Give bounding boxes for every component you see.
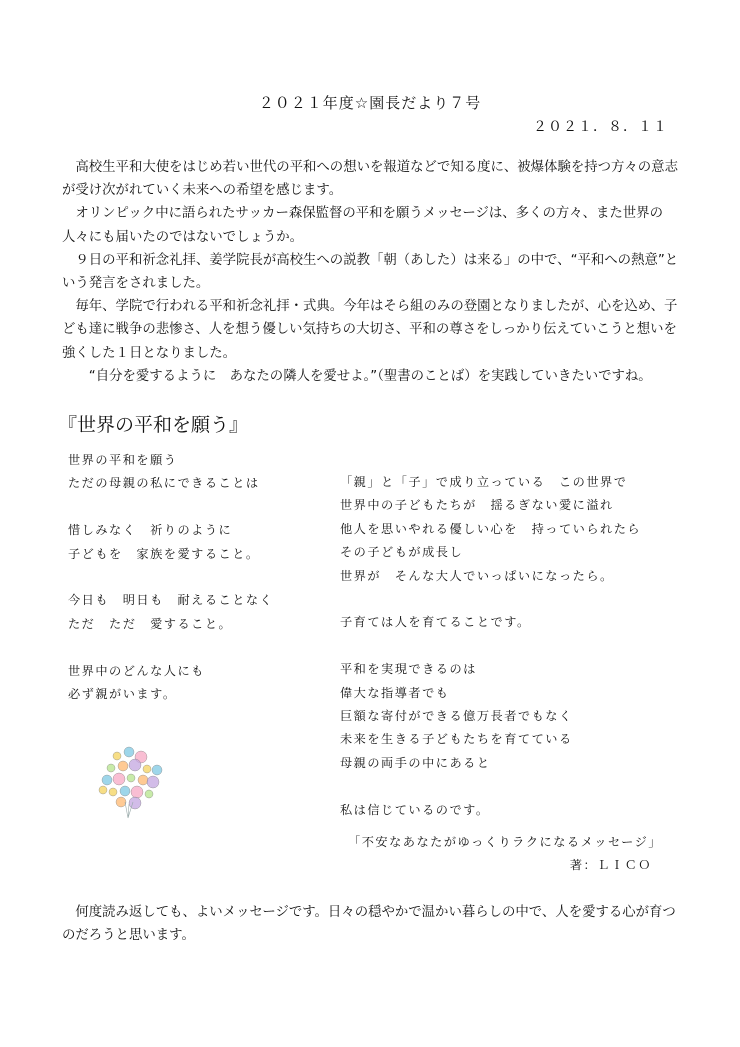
balloon-shape xyxy=(113,773,125,785)
intro-paragraph: オリンピック中に語られたサッカー森保監督の平和を願うメッセージは、多くの方々、また世界の人々にも届いたのではないでしょうか。 xyxy=(62,206,663,245)
poem-line: 世界が そんな大人でいっぱいになったら。 xyxy=(340,568,614,583)
poem-line: 巨額な寄付ができる億万長者でもなく xyxy=(340,709,573,724)
poem-gap xyxy=(68,566,328,589)
balloon-shape xyxy=(109,788,117,796)
poem-line: その子どもが成長し xyxy=(340,545,464,560)
balloon-shape xyxy=(131,786,143,798)
poem-right-column xyxy=(340,471,680,822)
poem-line: 未来を生きる子どもたちを育てている xyxy=(340,732,573,747)
balloon-shape xyxy=(138,775,148,785)
poem-title: 『世界の平和を願う』 xyxy=(58,414,249,436)
balloon-shape xyxy=(118,761,128,771)
poem-left-column xyxy=(68,449,328,706)
poem-line: ただ ただ 愛すること。 xyxy=(68,616,233,631)
poem-line: 必ず親がいます。 xyxy=(68,687,177,702)
balloon-shape xyxy=(127,774,135,782)
poem-gap xyxy=(340,588,680,611)
balloon-shape xyxy=(99,786,107,794)
poem-line: 偉大な指導者でも xyxy=(340,685,450,700)
balloon-shape xyxy=(113,752,121,760)
poem-source xyxy=(348,831,662,878)
balloon-shape xyxy=(116,797,126,807)
balloon-shape xyxy=(120,786,130,796)
poem-line: 平和を実現できるのは xyxy=(340,662,477,677)
newsletter-title: ２０２１年度☆園長だより７号 xyxy=(258,94,482,112)
poem-gap xyxy=(68,636,328,659)
balloon-shape xyxy=(147,776,159,788)
intro-paragraph: ９日の平和祈念礼拝、姜学院長が高校生への説教「朝（あした）は来る」の中で、“平和への熱意”という発言をされました。 xyxy=(62,252,679,292)
source-book: 「不安なあなたがゆっくりラクになるメッセージ」 xyxy=(348,835,662,849)
poem-line: 今日も 明日も 耐えることなく xyxy=(68,593,274,608)
poem-line: 世界の平和を願う xyxy=(68,453,178,467)
poem-line: ただの母親の私にできることは xyxy=(68,476,260,491)
balloon-shape xyxy=(124,747,134,757)
poem-line: 子どもを 家族を愛すること。 xyxy=(68,546,260,561)
balloon-shape xyxy=(145,790,153,798)
poem-line: 母親の両手の中にあると xyxy=(340,755,491,770)
poem-line: 子育ては人を育てることです。 xyxy=(340,615,531,630)
poem-gap xyxy=(340,775,680,798)
source-author: 著：ＬＩＣＯ xyxy=(569,858,652,873)
balloon-shape xyxy=(107,764,115,772)
poem-gap xyxy=(340,635,680,658)
closing-paragraph: 何度読み返しても、よいメッセージです。日々の穏やかで温かい暮らしの中で、人を愛する心が育つのだろうと思います。 xyxy=(62,905,676,944)
poem-line: 世界中の子どもたちが 揺るぎない愛に溢れ xyxy=(340,498,614,513)
closing-section xyxy=(62,901,682,947)
intro-section xyxy=(62,156,682,388)
balloon-shape xyxy=(129,759,141,771)
poem-line: 他人を思いやれる優しい心を 持っていられたら xyxy=(340,521,642,536)
newsletter-date: ２０２１．８．１１ xyxy=(533,119,668,135)
intro-paragraph: 毎年、学院で行われる平和祈念礼拝・式典。今年はそら組のみの登園となりましたが、心を込め、子ども達に戦争の悲惨さ、人を想う優しい気持ちの大切さ、平和の尊さをしっかり伝えていこうと想いを強くした１日となりました。 xyxy=(62,299,678,361)
balloon-shape xyxy=(152,765,162,775)
poem-line: 「親」と「子」で成り立っている この世界で xyxy=(340,475,628,489)
poem-line: 私は信じているのです。 xyxy=(340,802,490,817)
balloon-shape xyxy=(102,775,112,785)
intro-paragraph: “自分を愛するように あなたの隣人を愛せよ。”（聖書のことば）を実践していきたいですね。 xyxy=(88,368,652,384)
intro-paragraph: 高校生平和大使をはじめ若い世代の平和への想いを報道などで知る度に、被爆体験を持つ方々の意志が受け次がれていく未来への希望を感じます。 xyxy=(62,160,678,199)
poem-gap xyxy=(68,496,328,519)
balloon-shape xyxy=(143,765,151,773)
balloon-bouquet-illustration xyxy=(95,742,165,820)
poem-line: 世界中のどんな人にも xyxy=(68,663,205,678)
poem-line: 惜しみなく 祈りのように xyxy=(68,523,233,538)
balloon-shape xyxy=(129,797,141,809)
